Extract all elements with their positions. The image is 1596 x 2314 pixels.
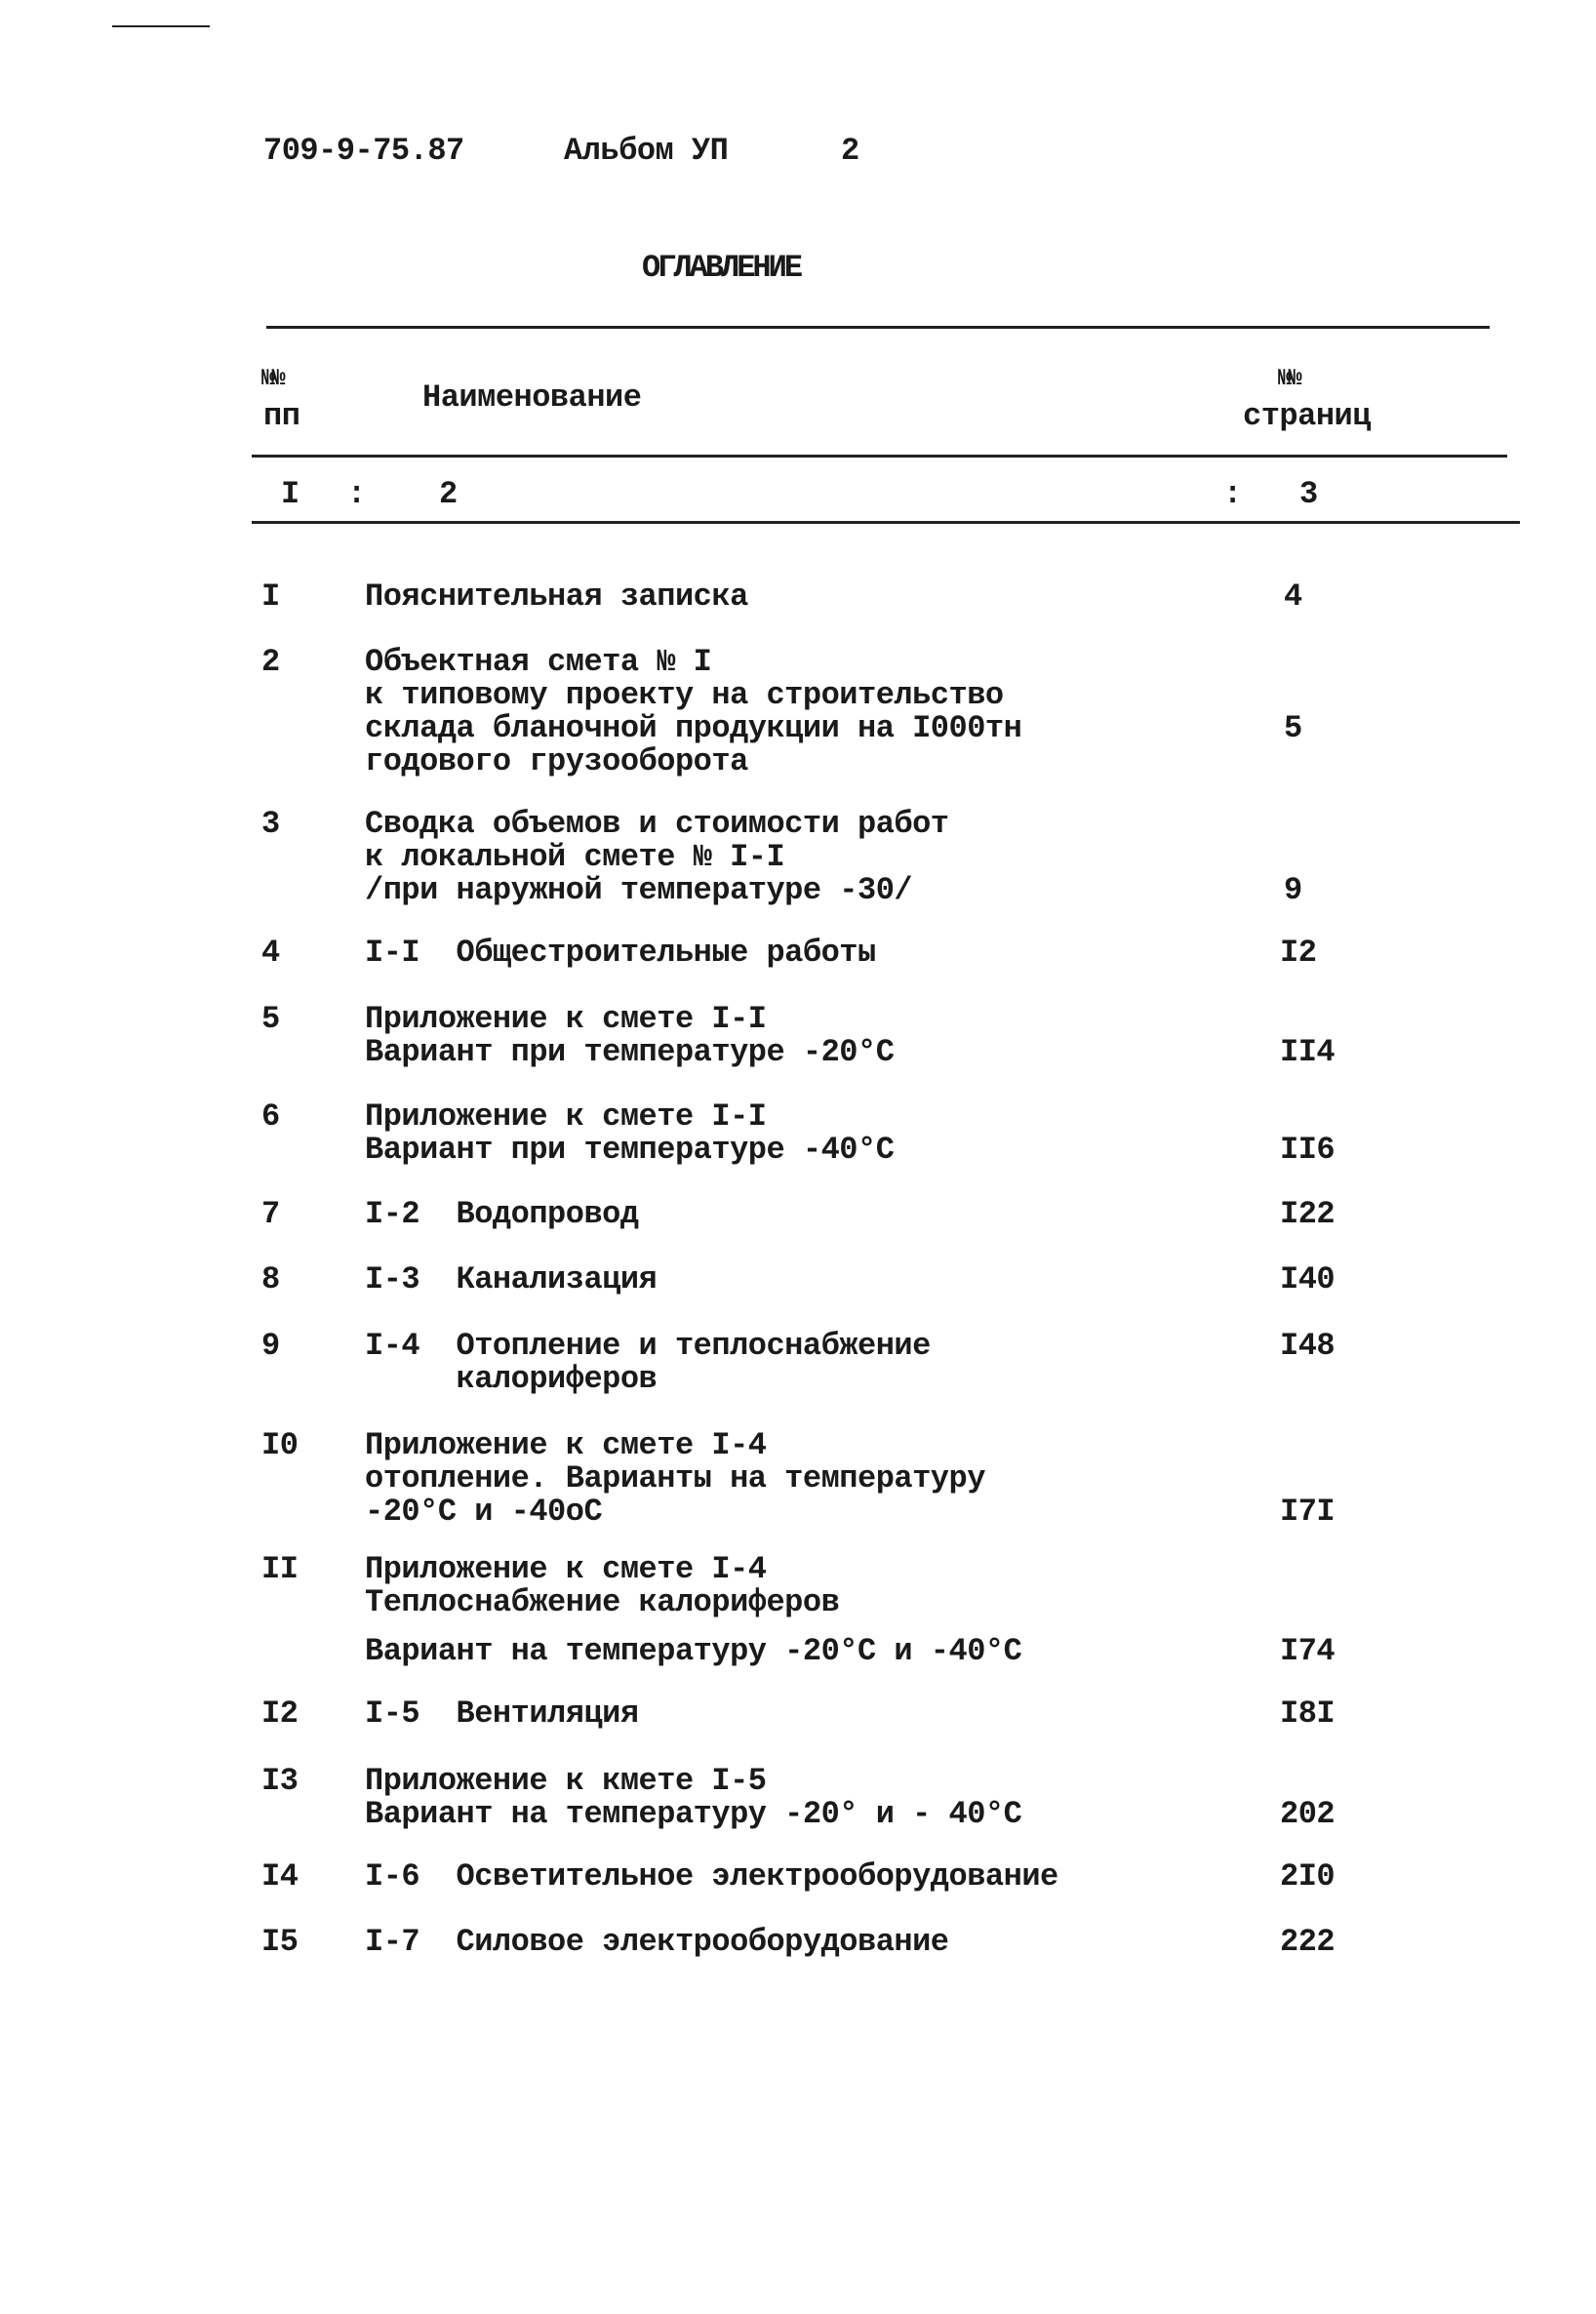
toc-row-title-line: I-3 Канализация [365,1261,658,1297]
toc-row-page: I7I [1280,1494,1336,1530]
column-separator-2: : [1223,476,1242,512]
toc-row-title [365,1100,894,1167]
toc-row-number: 6 [261,1098,280,1135]
toc-row-title-line: Приложение к смете I-I [365,1098,767,1135]
toc-row-page: I2 [1280,935,1317,971]
column-header-num-bottom: пп [263,398,300,434]
toc-row-title-line: годового грузооборота [365,743,748,779]
toc-row-title-line: Приложение к смете I-4 [365,1427,767,1463]
toc-row-title [365,646,1021,778]
toc-row-title-line: I-I Общестроительные работы [365,935,876,971]
toc-row-page: 9 [1284,872,1302,908]
toc-row-number: 9 [261,1328,280,1364]
column-header-pages-top: №№ [1278,366,1298,392]
toc-row-number: 2 [261,644,280,680]
toc-row-page: I22 [1280,1196,1336,1232]
toc-row-number: 8 [261,1261,280,1297]
toc-row-page: 4 [1284,578,1302,615]
toc-row-title-line: Приложение к кмете I-5 [365,1763,767,1799]
toc-row-title-line: Теплоснабжение калориферов [365,1584,840,1620]
column-number-1: I [281,476,299,512]
toc-row-title-line: Приложение к смете I-I [365,1001,767,1037]
toc-row-title-line: Вариант при температуре -40°С [365,1132,895,1168]
column-numbers-rule [252,521,1520,524]
toc-row-page: I40 [1280,1261,1336,1297]
toc-row-title [365,1003,894,1069]
toc-row-title-line: Вариант на температуру -20°С и -40°С [365,1633,1022,1669]
toc-row-title [365,1263,657,1297]
toc-row-title [365,1697,639,1731]
toc-row-title-line: Пояснительная записка [365,578,748,615]
toc-row-title-line: отопление. Варианты на температуру [365,1460,985,1496]
toc-row-page: I48 [1280,1328,1336,1364]
column-separator-1: : [347,476,366,512]
toc-row-title-line: Вариант на температуру -20° и - 40°С [365,1796,1022,1832]
toc-row-title-line: I-2 Водопровод [365,1196,639,1232]
toc-row-title-line: к локальной смете № I-I [365,839,785,875]
page-number: 2 [841,133,859,169]
table-top-rule [266,326,1490,329]
toc-row-title-line: -20°С и -40оС [365,1494,603,1530]
toc-row-number: II [261,1551,299,1587]
toc-row-number: I4 [261,1858,299,1895]
column-header-name: Наименование [422,379,642,416]
toc-row-page: 2I0 [1280,1858,1336,1895]
toc-row-number: 4 [261,935,280,971]
toc-row-title [365,1429,985,1529]
toc-row-number: I3 [261,1763,299,1799]
column-number-3: 3 [1299,476,1318,512]
corner-mark [112,25,210,27]
toc-row-number: I5 [261,1924,299,1960]
toc-row-page: II6 [1280,1132,1336,1168]
toc-row-title [365,808,949,907]
toc-row-title-line: I-7 Силовое электрооборудование [365,1924,949,1960]
toc-row-title [365,580,748,614]
toc-row-number: 3 [261,806,280,842]
toc-row-title-line: I-4 Отопление и теплоснабжение [365,1328,931,1364]
page-title: ОГЛАВЛЕНИЕ [642,250,801,286]
toc-row-page: 202 [1280,1796,1336,1832]
toc-row-title [365,1765,1021,1831]
toc-row-page: I74 [1280,1633,1336,1669]
toc-row-page: 5 [1284,710,1302,746]
toc-row-title [365,1926,949,1959]
toc-row-title-line: к типовому проекту на строительство [365,677,1004,713]
toc-row-title-line: Объектная смета № I [365,644,712,680]
toc-row-page: II4 [1280,1034,1336,1070]
toc-row-title [365,937,876,970]
toc-row-title-line: I-5 Вентиляция [365,1696,639,1732]
toc-row-title [365,1330,931,1396]
document-code: 709-9-75.87 [263,133,464,169]
toc-row-number: 7 [261,1196,280,1232]
toc-row-title-line: калориферов [365,1361,658,1397]
column-header-pages-bottom: страниц [1243,398,1371,434]
toc-row-page: 222 [1280,1924,1336,1960]
toc-row-number: I0 [261,1427,299,1463]
toc-row-title-line: склада бланочной продукции на I000тн [365,710,1022,746]
toc-row-title-line: Приложение к смете I-4 [365,1551,767,1587]
toc-row-title-line: Сводка объемов и стоимости работ [365,806,949,842]
toc-row-number: I [261,578,280,615]
toc-row-title-line: I-6 Осветительное электрооборудование [365,1858,1058,1895]
album-label: Альбом УП [564,133,729,169]
toc-row-number: 5 [261,1001,280,1037]
toc-row-title [365,1553,1021,1668]
column-header-num-top: №№ [261,366,282,392]
header-bottom-rule [252,455,1507,458]
toc-row-title-line: Вариант при температуре -20°С [365,1034,895,1070]
toc-row-number: I2 [261,1696,299,1732]
toc-row-title-line: /при наружной температуре -30/ [365,872,913,908]
toc-row-title [365,1198,639,1231]
toc-row-page: I8I [1280,1696,1336,1732]
column-number-2: 2 [439,476,458,512]
toc-row-title [365,1860,1058,1894]
